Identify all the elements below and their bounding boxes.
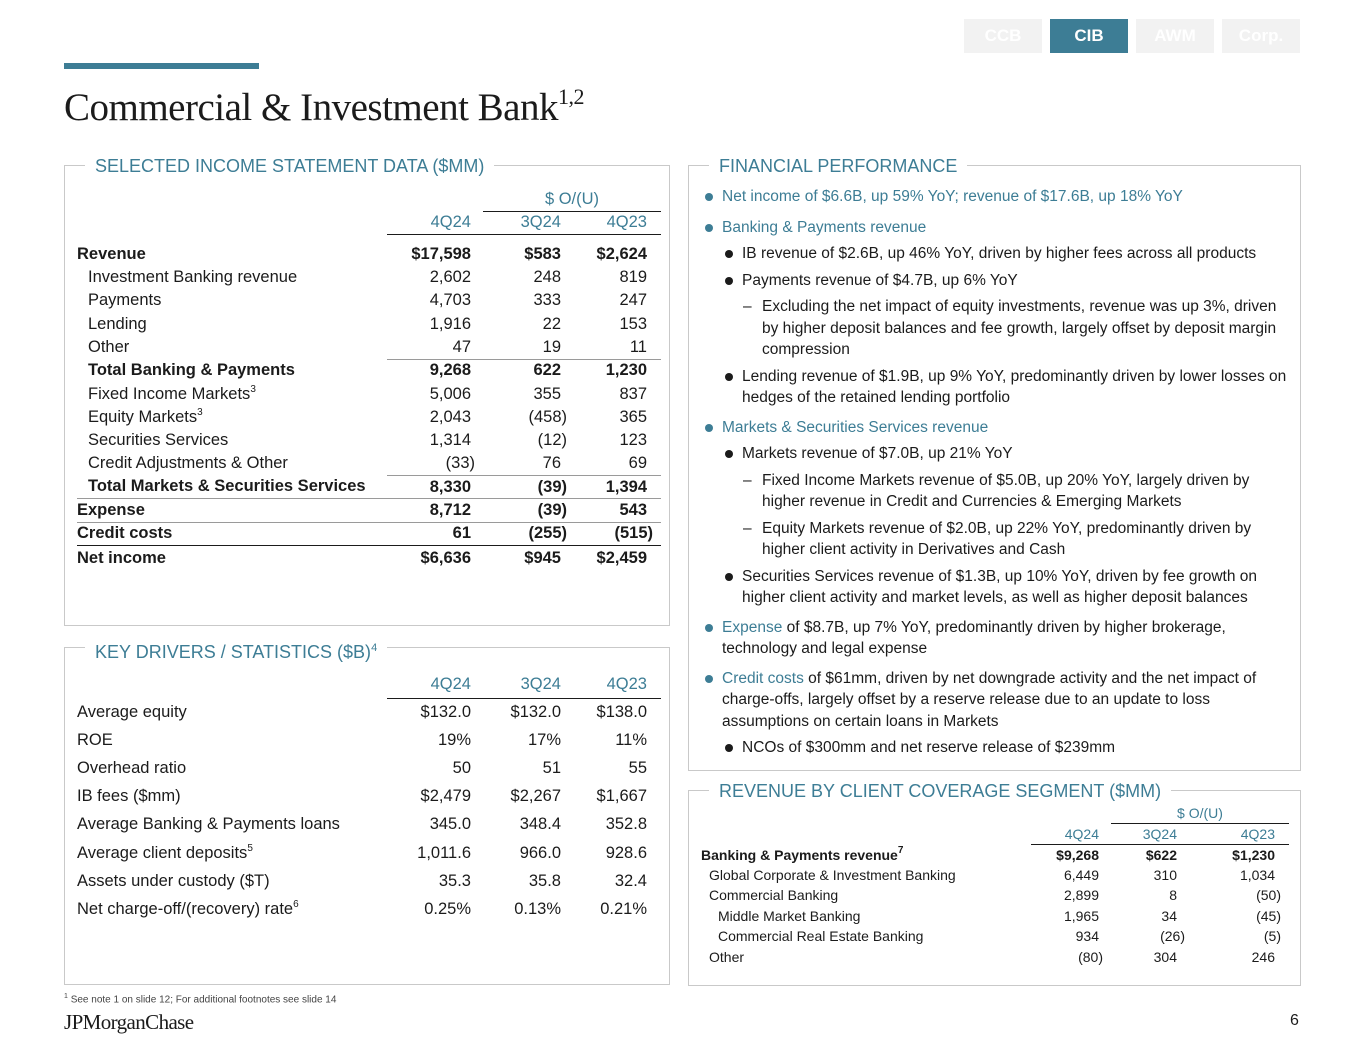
cell-value: 304 (1153, 948, 1177, 965)
cell-value: $6,636 (420, 549, 471, 568)
cell-value: 11% (615, 730, 647, 749)
cell-value: 55 (628, 758, 647, 777)
tab-cib[interactable]: CIB (1050, 19, 1128, 53)
row-label: Investment Banking revenue (88, 268, 298, 287)
table-row (701, 885, 1289, 906)
table-row (77, 895, 661, 923)
cell-value: 32.4 (614, 871, 647, 890)
row-label: Global Corporate & Investment Banking (709, 866, 956, 883)
key-drivers-title-wrap (85, 637, 387, 663)
tab-corp[interactable]: Corp. (1222, 19, 1300, 53)
table-row (77, 522, 661, 545)
sub-bullet-markets-revenue: Markets revenue of $7.0B, up 21% YoY (701, 443, 1291, 465)
cell-value: 2,899 (1063, 887, 1099, 904)
row-label: Commercial Banking (709, 887, 839, 904)
cell-value: 4,703 (429, 291, 471, 310)
cell-value: 1,394 (575, 476, 661, 499)
table-row (77, 429, 661, 452)
row-label-cell (77, 406, 387, 429)
row-label: Net income (77, 549, 166, 568)
row-label-cell (77, 839, 387, 867)
cell-value: (26) (1160, 928, 1185, 945)
page-number: 6 (1290, 1012, 1299, 1029)
cell-value: 123 (619, 431, 647, 450)
cell-value: 819 (619, 268, 647, 287)
table-row (77, 499, 661, 522)
footnote-marker: 4 (371, 642, 378, 654)
cell-value: 928.6 (605, 843, 647, 862)
client-coverage-panel (688, 781, 1301, 986)
cell-value: (5) (1263, 928, 1281, 945)
row-label: Credit Adjustments & Other (88, 454, 288, 473)
cell-value: 365 (619, 407, 647, 426)
footnote-text: See note 1 on slide 12; For additional footnotes see slide 14 (70, 994, 337, 1006)
tab-ccb[interactable]: CCB (964, 19, 1042, 53)
company-logo: JPMorganChase (64, 1010, 194, 1034)
table-row (77, 783, 661, 811)
table-row (77, 698, 661, 726)
footnote-marker: 3 (250, 384, 256, 396)
table-row (77, 811, 661, 839)
cell-value: $2,479 (420, 787, 471, 806)
row-label: Total Banking & Payments (88, 361, 295, 380)
table-row (701, 906, 1289, 927)
table-row (701, 844, 1289, 865)
title-accent-bar (64, 63, 259, 69)
ou-header: $ O/(U) (1111, 803, 1289, 824)
table-row (77, 839, 661, 867)
table-row (77, 266, 661, 289)
row-label-cell (77, 382, 387, 405)
footnote-marker: 5 (247, 843, 253, 855)
footnote-marker: 3 (197, 407, 203, 419)
page-title-footnote: 1,2 (557, 84, 584, 109)
tab-awm[interactable]: AWM (1136, 19, 1214, 53)
cell-value: 8,330 (387, 476, 483, 499)
cell-value: 1,230 (605, 361, 647, 380)
cell-value: (45) (1256, 907, 1281, 924)
sub-bullet-ncos: NCOs of $300mm and net reserve release of $239mm (701, 737, 1291, 759)
table-row (77, 545, 661, 571)
cell-value: $2,624 (596, 244, 647, 263)
financial-performance-list (701, 186, 1291, 759)
table-header-row (701, 824, 1289, 845)
cell-value: 51 (542, 758, 561, 777)
table-row (77, 867, 661, 895)
row-label: Average client deposits (77, 844, 248, 863)
footnote-marker: 7 (897, 845, 904, 857)
key-drivers-table (77, 672, 661, 924)
cell-value: 837 (619, 384, 647, 403)
row-label: ROE (77, 730, 113, 749)
cell-value: (515) (575, 522, 661, 545)
table-row (77, 359, 661, 382)
cell-value: $17,598 (411, 244, 471, 263)
bullet-net-income: Net income of $6.6B, up 59% YoY; revenue of $17.6B, up 18% YoY (701, 186, 1291, 208)
client-coverage-table (701, 803, 1289, 967)
cell-value: 22 (542, 314, 561, 333)
cell-value: 34 (1161, 907, 1177, 924)
column-header: 3Q24 (483, 672, 575, 698)
cell-value: $622 (1145, 846, 1177, 863)
cell-value: 17% (527, 730, 561, 749)
row-label: Payments (88, 291, 162, 310)
segment-tabs (964, 19, 1300, 53)
bullet-credit-costs-lead: Credit costs (722, 669, 804, 687)
table-row (77, 476, 661, 499)
row-label: Banking & Payments revenue (701, 847, 898, 864)
cell-value: 8,712 (387, 499, 483, 522)
cell-value: $1,230 (1232, 846, 1275, 863)
cell-value: $2,459 (596, 549, 647, 568)
cell-value: (80) (1078, 948, 1103, 965)
bullet-credit-costs-text: of $61mm, driven by net downgrade activity and the net impact of charge-offs, largely offset by a reserve release due to an update to loss assumptions on certain loans in Markets (722, 669, 1257, 730)
cell-value: $138.0 (596, 702, 647, 721)
table-row (701, 947, 1289, 968)
row-label: Revenue (77, 244, 146, 263)
row-label: Credit costs (77, 522, 387, 545)
cell-value: 19% (437, 730, 471, 749)
column-header: 3Q24 (1111, 824, 1193, 845)
cell-value: 2,043 (429, 407, 471, 426)
row-label: Assets under custody ($T) (77, 871, 270, 890)
ou-header: $ O/(U) (483, 188, 661, 211)
row-label: Average equity (77, 702, 187, 721)
column-header: 4Q23 (1193, 824, 1289, 845)
table-row (77, 406, 661, 429)
cell-value: 5,006 (429, 384, 471, 403)
cell-value: 50 (452, 758, 471, 777)
cell-value: 622 (533, 361, 561, 380)
table-row (77, 754, 661, 782)
bullet-markets-securities: Markets & Securities Services revenue (701, 417, 1291, 439)
key-drivers-title: KEY DRIVERS / STATISTICS ($B) (95, 642, 372, 662)
cell-value: 333 (533, 291, 561, 310)
table-row (77, 289, 661, 312)
cell-value: 8 (1169, 887, 1177, 904)
dash-item-fixed-income: – Fixed Income Markets revenue of $5.0B, up 20% YoY, largely driven by higher revenue in Credit and Currencies & Emerging Markets (701, 470, 1291, 513)
column-header: 4Q23 (575, 211, 661, 234)
cell-value: 11 (575, 336, 661, 359)
table-row (701, 865, 1289, 886)
cell-value: (458) (528, 407, 567, 426)
table-row (77, 336, 661, 359)
row-label: Securities Services (88, 431, 229, 450)
bullet-expense (701, 617, 1291, 660)
cell-value: 1,965 (1063, 907, 1099, 924)
cell-value: $9,268 (1056, 846, 1099, 863)
bullet-banking-payments: Banking & Payments revenue (701, 217, 1291, 239)
table-row (77, 726, 661, 754)
footnote-marker: 1 (64, 993, 68, 1000)
cell-value: 1,314 (429, 431, 471, 450)
cell-value: 248 (533, 268, 561, 287)
cell-value: 352.8 (605, 815, 647, 834)
footnote (64, 993, 336, 1005)
cell-value: $132.0 (510, 702, 561, 721)
cell-value: 19 (483, 336, 575, 359)
cell-value: (12) (537, 431, 567, 450)
column-header: 4Q24 (387, 672, 483, 698)
sub-bullet-lending-revenue: Lending revenue of $1.9B, up 9% YoY, predominantly driven by lower losses on hedges of the retained lending portfolio (701, 366, 1291, 409)
row-label: Lending (88, 314, 147, 333)
cell-value: 310 (1153, 866, 1177, 883)
cell-value: 76 (483, 452, 575, 475)
cell-value: 153 (619, 314, 647, 333)
row-label: Equity Markets (88, 408, 198, 427)
table-row (701, 926, 1289, 947)
cell-value: 543 (575, 499, 661, 522)
table-row (77, 312, 661, 335)
cell-value: 246 (1251, 948, 1275, 965)
cell-value: 0.21% (600, 899, 647, 918)
table-header-row (77, 672, 661, 698)
cell-value: (255) (483, 522, 575, 545)
cell-value: 348.4 (519, 815, 561, 834)
cell-value: 966.0 (519, 843, 561, 862)
table-header-row (701, 803, 1289, 824)
column-header: 4Q24 (1031, 824, 1111, 845)
cell-value: 1,034 (1239, 866, 1275, 883)
cell-value: 247 (619, 291, 647, 310)
cell-value: 2,602 (429, 268, 471, 287)
financial-performance-panel (688, 156, 1301, 771)
cell-value: (33) (387, 452, 483, 475)
sub-bullet-securities-services: Securities Services revenue of $1.3B, up 10% YoY, driven by fee growth on higher client activity and market levels, as well as higher deposit balances (701, 566, 1291, 609)
cell-value: 47 (387, 336, 483, 359)
income-statement-table (77, 188, 661, 571)
row-label: Commercial Real Estate Banking (718, 928, 924, 945)
bullet-expense-text: of $8.7B, up 7% YoY, predominantly driven by higher brokerage, technology and legal expense (722, 618, 1226, 657)
row-label: Middle Market Banking (718, 907, 861, 924)
sub-bullet-ib-revenue: IB revenue of $2.6B, up 46% YoY, driven by higher fees across all products (701, 243, 1291, 265)
row-label: Net charge-off/(recovery) rate (77, 900, 294, 919)
cell-value: 1,011.6 (417, 843, 471, 862)
table-row (77, 382, 661, 405)
row-label: Total Markets & Securities Services (77, 476, 387, 499)
cell-value: 0.13% (514, 899, 561, 918)
income-statement-title: SELECTED INCOME STATEMENT DATA ($MM) (85, 155, 494, 177)
cell-value: 355 (533, 384, 561, 403)
row-label: Average Banking & Payments loans (77, 815, 340, 834)
sub-bullet-payments-revenue: Payments revenue of $4.7B, up 6% YoY (701, 270, 1291, 292)
cell-value: (50) (1256, 887, 1281, 904)
column-header: 4Q24 (387, 211, 483, 234)
client-coverage-title: REVENUE BY CLIENT COVERAGE SEGMENT ($MM) (709, 780, 1171, 802)
page-title (64, 84, 584, 130)
cell-value: 9,268 (429, 361, 471, 380)
financial-performance-title: FINANCIAL PERFORMANCE (709, 155, 967, 177)
row-label: Overhead ratio (77, 758, 187, 777)
cell-value: 69 (575, 452, 661, 475)
cell-value: $2,267 (510, 787, 561, 806)
table-row (77, 243, 661, 266)
bullet-credit-costs (701, 668, 1291, 733)
row-label: IB fees ($mm) (77, 787, 181, 806)
dash-item-equity-investments: – Excluding the net impact of equity investments, revenue was up 3%, driven by higher deposit balances and fee growth, largely offset by deposit margin compression (701, 296, 1291, 361)
row-label-cell (701, 844, 1031, 865)
page-title-text: Commercial & Investment Bank (64, 86, 558, 129)
table-header-row (77, 188, 661, 211)
table-row (77, 452, 661, 475)
column-header: 4Q23 (575, 672, 661, 698)
cell-value: (39) (483, 499, 575, 522)
cell-value: $132.0 (420, 702, 471, 721)
cell-value: 35.8 (528, 871, 561, 890)
column-header: 3Q24 (483, 211, 575, 234)
row-label-cell (77, 895, 387, 923)
key-drivers-panel (64, 642, 670, 985)
row-label: Other (709, 948, 745, 965)
cell-value: 6,449 (1063, 866, 1099, 883)
cell-value: (39) (483, 476, 575, 499)
cell-value: $1,667 (596, 787, 647, 806)
dash-item-equity-markets: – Equity Markets revenue of $2.0B, up 22% YoY, predominantly driven by higher client activity in Derivatives and Cash (701, 518, 1291, 561)
row-label: Fixed Income Markets (88, 385, 251, 404)
cell-value: $945 (524, 549, 561, 568)
cell-value: 0.25% (424, 899, 471, 918)
cell-value: 345.0 (429, 815, 471, 834)
cell-value: 934 (1075, 928, 1099, 945)
cell-value: 1,916 (429, 314, 471, 333)
table-header-row (77, 211, 661, 234)
bullet-expense-lead: Expense (722, 618, 783, 636)
cell-value: $583 (524, 244, 561, 263)
row-label: Expense (77, 499, 387, 522)
footnote-marker: 6 (293, 899, 299, 911)
income-statement-panel (64, 156, 670, 626)
cell-value: 35.3 (438, 871, 471, 890)
row-label: Other (88, 337, 130, 356)
cell-value: 61 (387, 522, 483, 545)
